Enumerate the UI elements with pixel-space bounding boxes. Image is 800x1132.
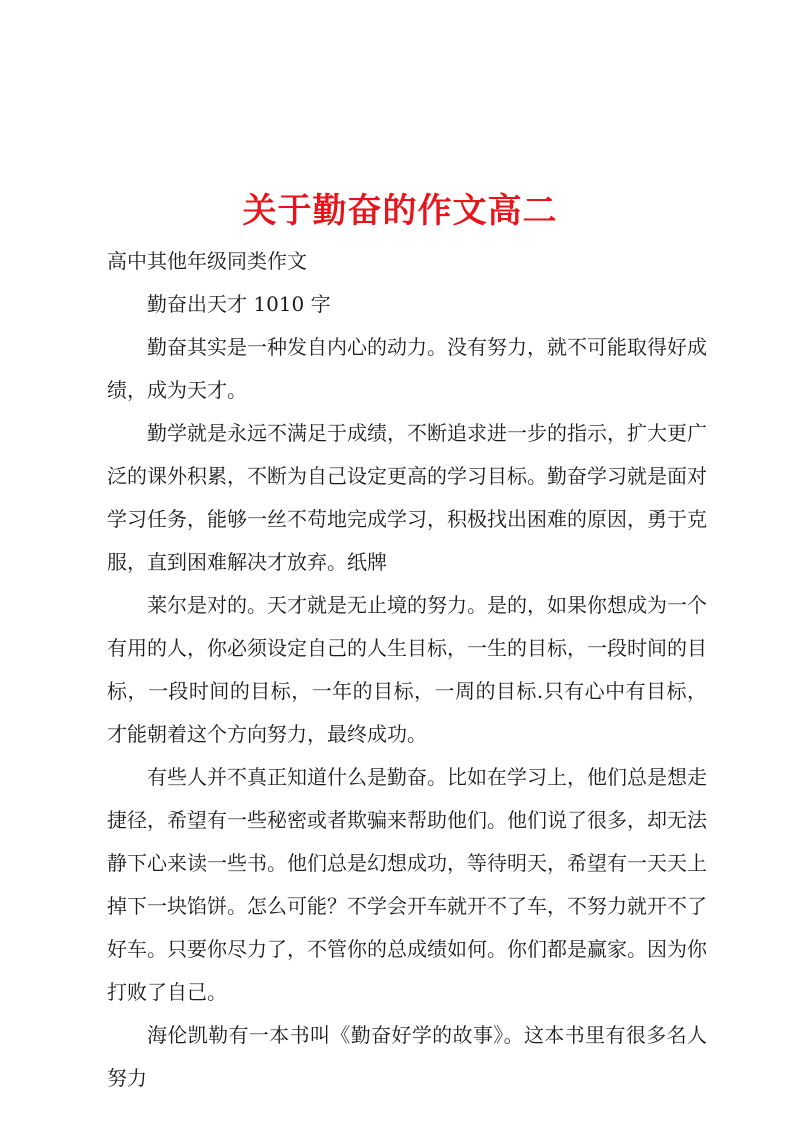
document-body	[107, 240, 707, 1100]
paragraph-5: 海伦凯勒有一本书叫《勤奋好学的故事》。这本书里有很多名人努力	[107, 1023, 707, 1090]
paragraph-4: 有些人并不真正知道什么是勤奋。比如在学习上，他们总是想走捷径，希望有一些秘密或者欺骗来帮助他们。他们说了很多，却无法静下心来读一些书。他们总是幻想成功，等待明天，希望有一天天上掉下一块馅饼。怎么可能？不学会开车就开不了车，不努力就开不了好车。只要你尽力了，不管你的总成绩如何。你们都是赢家。因为你打败了自己。	[107, 765, 707, 1004]
paragraph-3: 莱尔是对的。天才就是无止境的努力。是的，如果你想成为一个有用的人，你必须设定自己的人生目标，一生的目标，一段时间的目标，一段时间的目标，一年的目标，一周的目标.只有心中有目标，才能朝着这个方向努力，最终成功。	[107, 593, 707, 746]
essay-heading: 勤奋出天才 1010 字	[147, 292, 331, 316]
document-title: 关于勤奋的作文高二	[242, 190, 558, 231]
paragraph-1: 勤奋其实是一种发自内心的动力。没有努力，就不可能取得好成绩，成为天才。	[107, 335, 707, 402]
category-line: 高中其他年级同类作文	[107, 249, 307, 273]
paragraph-2: 勤学就是永远不满足于成绩，不断追求进一步的指示，扩大更广泛的课外积累，不断为自己设定更高的学习目标。勤奋学习就是面对学习任务，能够一丝不苟地完成学习，积极找出困难的原因，勇于克服，直到困难解决才放弃。纸牌	[107, 421, 707, 574]
